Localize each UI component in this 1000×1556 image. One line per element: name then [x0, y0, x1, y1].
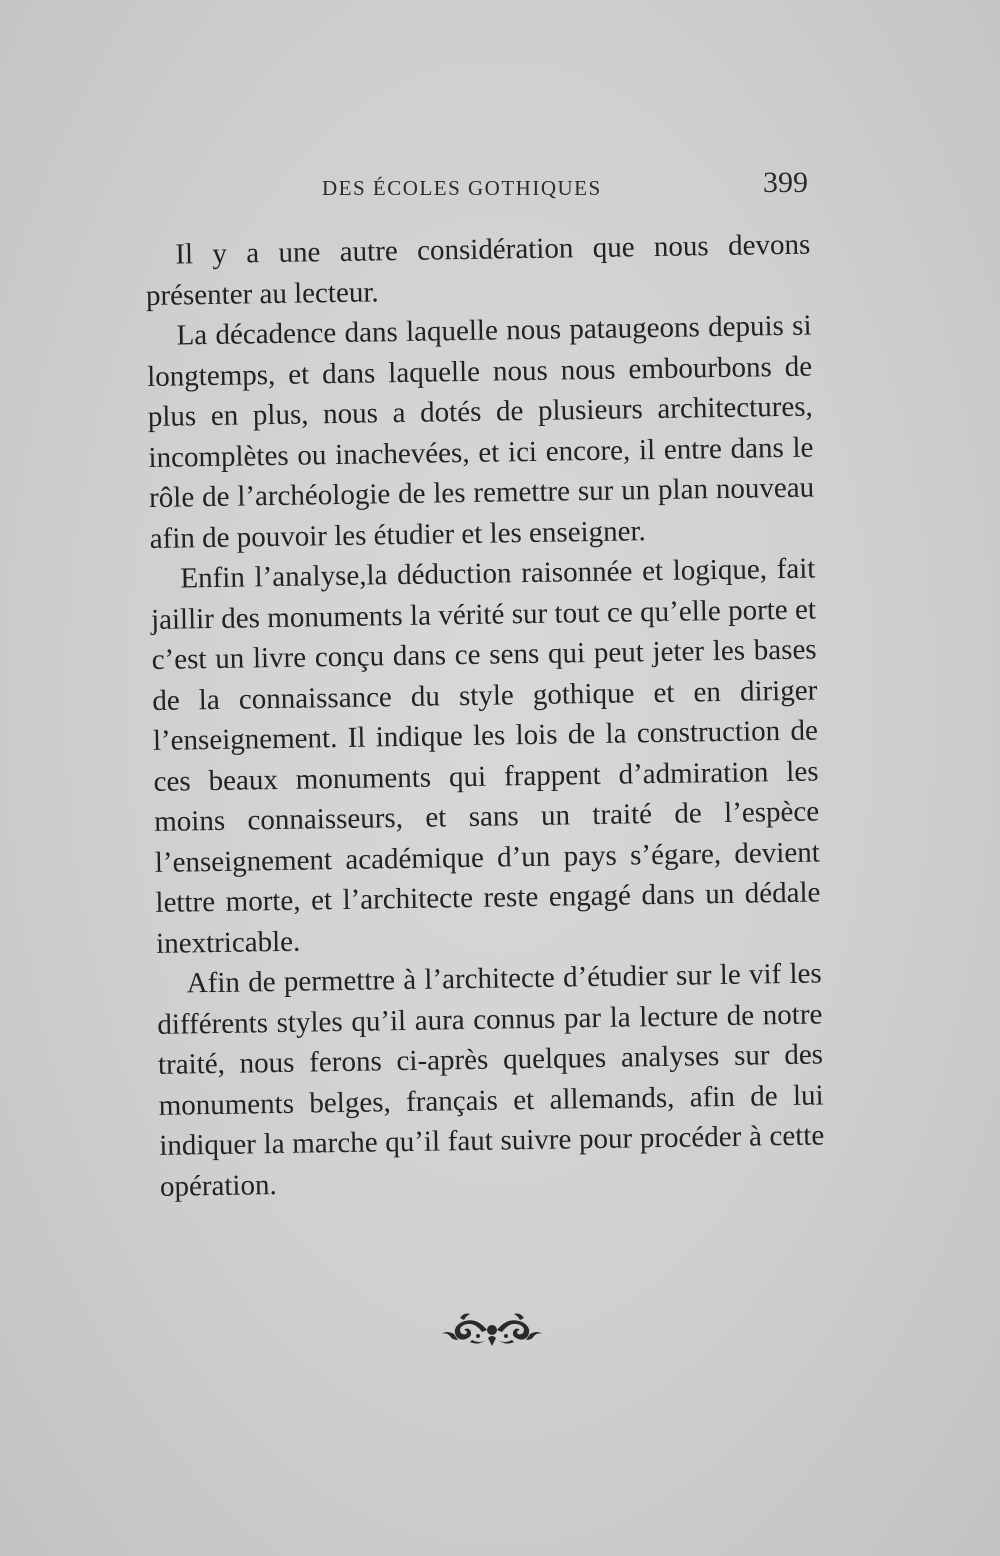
- page-header: [140, 166, 820, 210]
- paragraph: Il y a une autre considération que nous devons présenter au lecteur.: [145, 228, 811, 312]
- running-title: DES ÉCOLES GOTHIQUES: [322, 176, 602, 200]
- floral-tailpiece-icon: [440, 1308, 544, 1352]
- paragraph: Afin de permettre à l’architecte d’étudier sur le vif les différents styles qu’il aura connus par la lecture de notre traité, nous ferons ci-après quelques analyses sur des monuments belges, français et allemands, afin de lui indiquer la marche qu’il faut suivre pour procéder à cette opération.: [157, 957, 825, 1203]
- paragraph: Enfin l’analyse,la déduction raisonnée et logique, fait jaillir des monuments la vérité sur tout ce qu’elle porte et c’est un livre conçu dans ce sens qui peut jeter les bases de la connaissance du style gothique et en diriger l’enseignement. Il indique les lois de la construction de ces beaux monuments qui frappent d’admiration les moins connaisseurs, et sans un traité de l’espèce l’enseignement académique d’un pays s’égare, devient lettre morte, et l’architecte reste engagé dans un dédale inextricable.: [150, 552, 821, 960]
- paragraph: La décadence dans laquelle nous pataugeons depuis si longtemps, et dans laquelle nous nous embourbons de plus en plus, nous a dotés de plusieurs architectures, incomplètes ou inachevées, et ici encore, il entre dans le rôle de l’archéologie de les remettre sur un plan nouveau afin de pouvoir les étudier et les enseigner.: [146, 309, 815, 555]
- page-number: 399: [763, 166, 808, 199]
- body-text: [145, 225, 825, 1207]
